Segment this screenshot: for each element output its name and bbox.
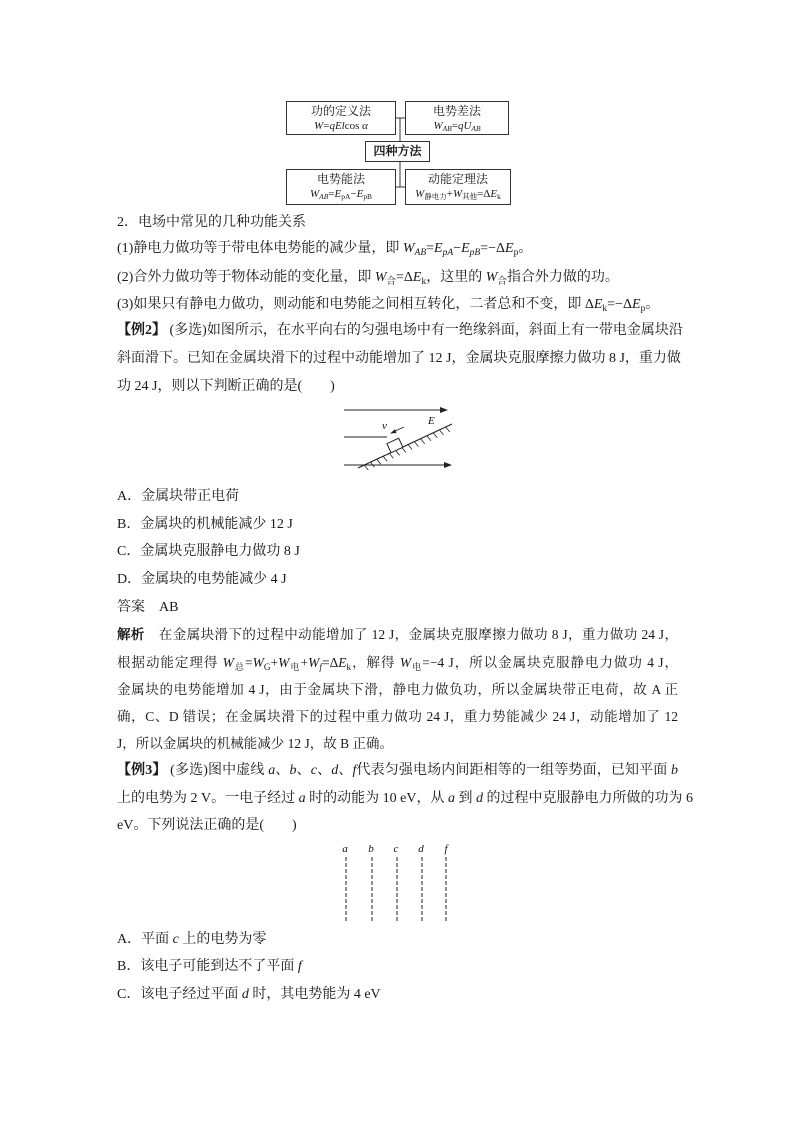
text-run: − xyxy=(350,188,357,200)
text-run: 其他 xyxy=(462,192,478,202)
text-run: pB xyxy=(469,247,481,258)
text-run: 。 xyxy=(518,241,533,256)
plane-label-a: a xyxy=(342,843,348,855)
text-run: W xyxy=(308,655,320,670)
text-run: qEl xyxy=(329,120,345,132)
text-run: = xyxy=(323,120,330,132)
text-run: W xyxy=(252,655,264,670)
example2-analysis-line-4: 确，C、D 错误；在金属块滑下的过程中重力做功 24 J，重力势能减少 24 J，动能增加了 12 xyxy=(117,709,678,724)
method-title: 电势差法 xyxy=(432,104,481,118)
text-run: 上的电势为 2 V。一电子经过 xyxy=(117,791,299,806)
text-run: E xyxy=(490,188,498,200)
text-run: 指合外力做的功。 xyxy=(506,270,619,285)
text-run: W xyxy=(415,188,425,200)
methods-connector xyxy=(380,100,420,210)
text-run: =Δ xyxy=(396,270,413,285)
text-run: 合 xyxy=(497,276,507,287)
text-run: 电 xyxy=(411,661,423,672)
text-run: E xyxy=(334,188,342,200)
text-run: 总 xyxy=(233,661,246,672)
text-run: =−Δ xyxy=(607,297,632,312)
example3-option-c xyxy=(117,985,381,1005)
example3-option-a xyxy=(117,930,266,950)
text-run: =Δ xyxy=(477,188,491,200)
text-run: (多选)如图所示，在水平向右的匀强电场中有一绝缘斜面，斜面上有一带电金属块沿 xyxy=(166,323,683,338)
text-run: E xyxy=(631,297,641,312)
example3-stem-line-1 xyxy=(117,761,678,781)
text-run: (3)如果只有静电力做功，则动能和电势能之间相互转化，二者总和不变，即 Δ xyxy=(117,297,594,312)
text-run: + xyxy=(446,188,453,200)
text-run: 【例2】 xyxy=(117,323,166,338)
method-box-kinetic-energy-theorem xyxy=(405,169,511,205)
example3-option-b xyxy=(117,957,302,977)
text-run: W xyxy=(433,120,443,132)
text-run: k xyxy=(421,276,427,287)
text-run: E xyxy=(412,270,422,285)
text-run: b xyxy=(671,763,679,778)
text-run: + xyxy=(300,655,309,670)
velocity-arrowhead xyxy=(390,429,397,433)
text-run: d xyxy=(331,763,339,778)
example2-analysis-line-2 xyxy=(117,653,678,673)
text-run: k xyxy=(602,303,608,314)
method-formula xyxy=(287,119,395,133)
text-run: a xyxy=(298,791,306,806)
text-run: (2)合外力做功等于物体动能的变化量，即 xyxy=(117,270,375,285)
velocity-label: v xyxy=(382,420,387,432)
plane-label-d: d xyxy=(418,843,424,855)
connector-lines xyxy=(396,118,405,187)
text-run: c xyxy=(310,763,317,778)
method-formula xyxy=(287,187,395,201)
text-run: AB xyxy=(319,192,329,202)
incline-figure xyxy=(340,402,458,476)
example2-stem-line-3: 功 24 J，则以下判断正确的是( ) xyxy=(117,379,335,394)
text-run: W xyxy=(374,270,387,285)
plane-label-b: b xyxy=(368,843,374,855)
method-title: 动能定理法 xyxy=(427,172,488,186)
field-label: E xyxy=(428,415,435,427)
example2-analysis-line-5: J，所以金属块的机械能减少 12 J，故 B 正确。 xyxy=(117,736,394,751)
text-run: (1)静电力做功等于带电体电势能的减少量，即 xyxy=(117,241,403,256)
text-run: − xyxy=(453,241,462,256)
method-box-potential-difference xyxy=(405,101,509,135)
text-run: qU xyxy=(457,120,472,132)
text-run: AB xyxy=(414,247,427,258)
text-run: k xyxy=(497,192,501,202)
text-run: c xyxy=(172,932,179,947)
methods-center-box: 四种方法 xyxy=(365,141,430,162)
text-run: 时的动能为 10 eV，从 xyxy=(305,791,448,806)
example2-stem-line-2: 斜面滑下。已知在金属块滑下的过程中动能增加了 12 J，金属块克服摩擦力做功 8 J，重力做 xyxy=(117,351,681,366)
example3-stem-line-3: eV。下列说法正确的是( ) xyxy=(117,818,297,833)
example3-stem-line-2 xyxy=(117,789,693,809)
text-run: pA xyxy=(341,192,351,202)
text-run: = xyxy=(328,188,335,200)
text-run: AB xyxy=(471,124,481,134)
text-run: ，解得 xyxy=(351,655,400,670)
text-run: 合 xyxy=(386,276,397,287)
text-run: = xyxy=(245,655,253,670)
relation-item-3 xyxy=(117,295,659,315)
plane-label-f: f xyxy=(444,843,448,855)
text-run: W xyxy=(485,270,498,285)
text-run: E xyxy=(593,297,603,312)
text-run: f xyxy=(352,763,357,778)
text-run: B．该电子可能到达不了平面 xyxy=(117,959,298,974)
text-run: C．该电子经过平面 xyxy=(117,987,242,1002)
example2-option-a: A．金属块带正电荷 xyxy=(117,489,240,504)
text-run: 静电力 xyxy=(424,192,447,202)
example2-stem-line-1 xyxy=(117,321,683,341)
text-run: k xyxy=(346,661,352,672)
text-run: pA xyxy=(442,247,454,258)
text-run: 代表匀强电场内间距相等的一组等势面，已知平面 xyxy=(356,763,672,778)
method-title: 电势能法 xyxy=(316,172,365,186)
example2-option-c: C．金属块克服静电力做功 8 J xyxy=(117,544,300,559)
text-run: =Δ xyxy=(321,655,339,670)
method-title: 功的定义法 xyxy=(310,104,371,118)
text-run: W xyxy=(452,188,463,200)
example2-analysis-line-3: 金属块的电势能增加 4 J，由于金属块下滑，静电力做负功，所以金属块带正电荷，故 A 正 xyxy=(117,682,678,697)
plane-label-c: c xyxy=(393,843,399,855)
field-arrowhead-top xyxy=(440,407,448,413)
text-run: E xyxy=(461,241,470,256)
text-run: 的过程中克服静电力所做的功为 6 xyxy=(482,791,693,806)
text-run: d xyxy=(241,987,249,1002)
method-formula xyxy=(406,187,510,201)
text-run: 到 xyxy=(454,791,476,806)
text-run: 根据动能定理得 xyxy=(117,655,223,670)
method-formula xyxy=(406,119,508,133)
text-run: cos xyxy=(344,120,363,132)
text-run: 、 xyxy=(338,763,353,778)
section-heading: 2．电场中常见的几种功能关系 xyxy=(117,215,306,230)
text-run: pB xyxy=(363,192,373,202)
text-run: A．平面 xyxy=(117,932,173,947)
text-run: E xyxy=(505,241,514,256)
text-run: p xyxy=(513,247,519,258)
example2-option-d: D．金属块的电势能减少 4 J xyxy=(117,572,287,587)
text-run: + xyxy=(270,655,279,670)
text-run: ，这里的 xyxy=(426,270,486,285)
text-run: 在金属块滑下的过程中动能增加了 12 J，金属块克服摩擦力做功 8 J，重力做功 24 J， xyxy=(144,627,678,642)
text-run: a xyxy=(447,791,455,806)
equipotential-lines xyxy=(346,857,446,922)
text-run: =−Δ xyxy=(480,241,506,256)
text-run: 电 xyxy=(289,661,301,672)
text-run: W xyxy=(399,655,412,670)
text-run: 时，其电势能为 4 eV xyxy=(248,987,381,1002)
text-run: W xyxy=(222,655,234,670)
text-run: W xyxy=(402,241,415,256)
text-run: f xyxy=(319,661,322,672)
text-run: 【例3】 xyxy=(117,763,167,778)
text-run: 上的电势为零 xyxy=(178,932,267,947)
text-run: E xyxy=(338,655,347,670)
text-run: a xyxy=(268,763,276,778)
text-run: G xyxy=(263,661,271,672)
example2-option-b: B．金属块的机械能减少 12 J xyxy=(117,517,293,532)
text-run: α xyxy=(362,120,368,132)
field-arrowhead-bottom xyxy=(444,462,452,468)
text-run: AB xyxy=(442,124,452,134)
text-run: = xyxy=(426,241,435,256)
metal-block-body xyxy=(387,438,403,453)
text-run: E xyxy=(356,188,364,200)
equipotential-figure xyxy=(335,840,460,926)
text-run: f xyxy=(297,959,302,974)
text-run: 、 xyxy=(316,763,332,778)
text-run: W xyxy=(309,188,320,200)
text-run: 、 xyxy=(275,763,290,778)
metal-block xyxy=(387,438,403,453)
relation-item-1 xyxy=(117,239,532,259)
example2-analysis-line-1 xyxy=(117,625,678,645)
text-run: =−4 J，所以金属块克服静电力做功 4 J， xyxy=(422,655,679,670)
example2-answer: 答案 AB xyxy=(117,600,179,615)
incline-hatching xyxy=(364,427,449,470)
text-run: W xyxy=(314,120,324,132)
text-run: 、 xyxy=(296,763,311,778)
text-run: (多选)图中虚线 xyxy=(166,763,269,778)
text-run: W xyxy=(278,655,290,670)
relation-item-2 xyxy=(117,268,619,288)
incline-surface xyxy=(358,424,452,468)
text-run: p xyxy=(640,303,646,314)
text-run: E xyxy=(434,241,443,256)
text-run: d xyxy=(475,791,483,806)
text-run: 。 xyxy=(645,297,660,312)
text-run: = xyxy=(451,120,458,132)
text-run: b xyxy=(289,763,297,778)
text-run: 解析 xyxy=(117,627,145,642)
